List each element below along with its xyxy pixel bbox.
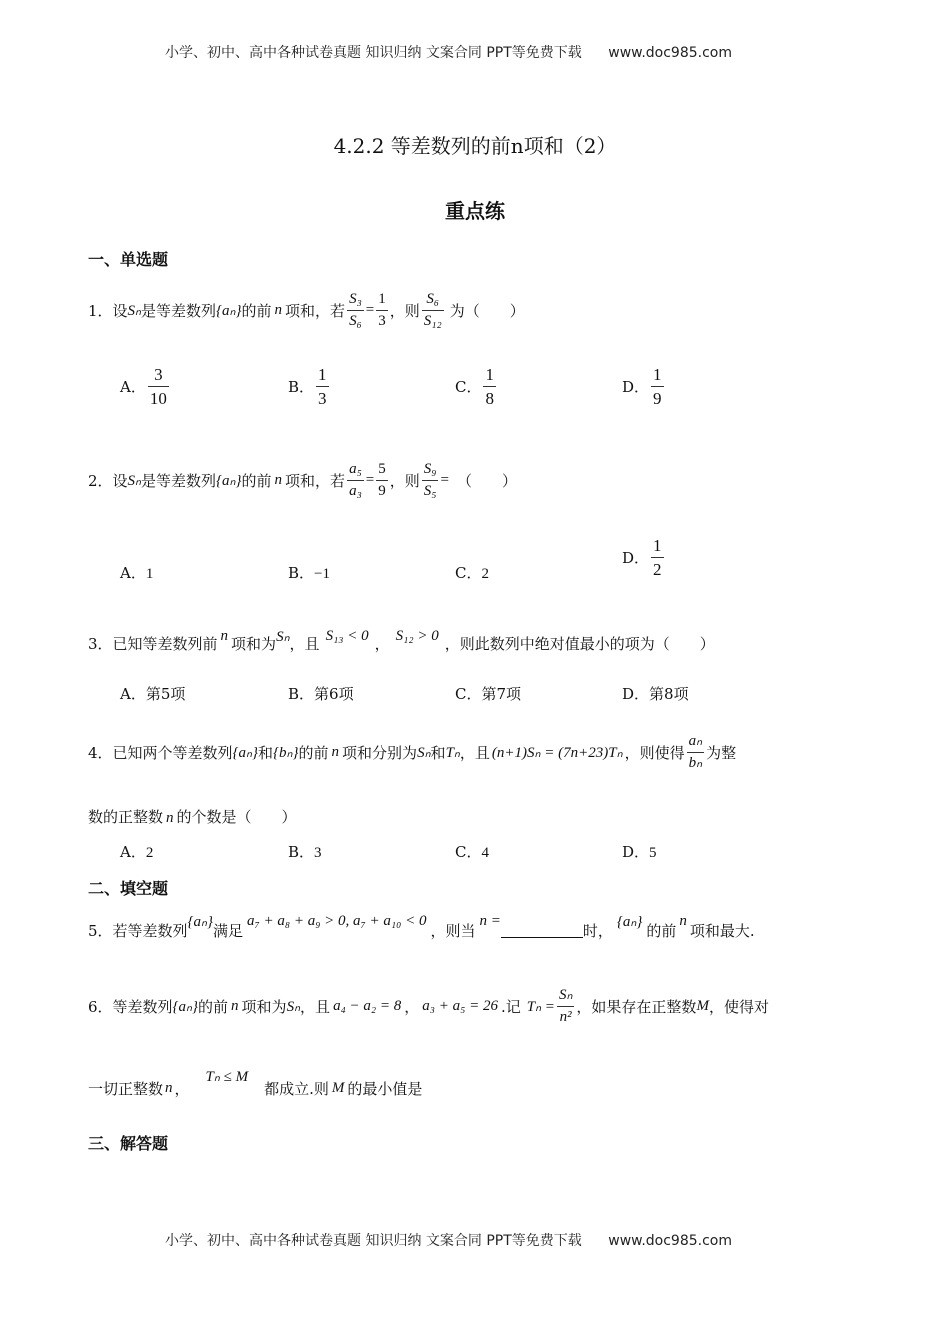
q1-sn: Sₙ: [127, 302, 142, 319]
q6-m: M: [696, 997, 709, 1014]
q5-text-c: ，则当: [430, 921, 476, 940]
q3-text-a: 3．已知等差数列前: [88, 634, 218, 653]
q1-text-c: 的前: [241, 301, 272, 320]
q2-fraction-5-9: $\frac{5}{9}$: [378, 460, 386, 499]
header-promo: 小学、初中、高中各种试卷真题 知识归纳 文案合同 PPT等免费下载: [165, 45, 582, 61]
q6-text-c: 项和为: [241, 997, 287, 1016]
section-heading-fill-blank: 二、填空题: [88, 879, 169, 898]
q4-option-a[interactable]: A．2: [120, 843, 154, 861]
header-url[interactable]: www.doc985.com: [608, 45, 732, 61]
q2-text-b: 是等差数列: [141, 471, 217, 490]
q4-sn: Sₙ: [417, 744, 431, 761]
q2-equals-2: =: [440, 471, 449, 488]
q2-an: {aₙ}: [216, 472, 242, 489]
q5-an: {aₙ}: [187, 913, 214, 930]
q1-option-d[interactable]: D． $\frac{1}{9}$: [622, 365, 662, 408]
q1-option-a[interactable]: A． $\frac{3}{10}$: [120, 365, 167, 408]
q3-option-b[interactable]: B．第6项: [288, 685, 354, 703]
q5-text-b: 满足: [213, 921, 244, 940]
q2-option-a[interactable]: A．1: [120, 564, 154, 582]
q2-text-a: 2．设: [88, 471, 128, 490]
q1-equals: =: [365, 301, 375, 318]
q5-n: n: [679, 912, 687, 929]
q5-answer-blank[interactable]: [501, 923, 583, 938]
q5-text-d: 时，: [582, 921, 613, 940]
question-4-line-2: 数的正整数 n 的个数是（ ）: [88, 808, 297, 826]
q3-text-d: ，则此数列中绝对值最小的项为（ ）: [444, 634, 715, 653]
q2-option-c[interactable]: C．2: [455, 564, 489, 582]
footer-text: [165, 1230, 732, 1250]
q1-text-a: 1．设: [88, 301, 128, 320]
question-3-stem: [88, 624, 715, 662]
q2-option-b[interactable]: B．−1: [288, 564, 330, 582]
q2-sn: Sₙ: [127, 472, 142, 489]
q6-text-a: 6．等差数列: [88, 997, 173, 1016]
q4-fraction-an-bn: $\frac{\text{aₙ}}{\text{bₙ}}$: [688, 732, 703, 771]
q2-text-d: 项和，若: [285, 471, 346, 490]
q3-condition-s12: S₁₂ > 0: [395, 627, 439, 644]
q4-text-e: ，则使得: [624, 743, 685, 762]
q4-and: 和: [258, 743, 274, 762]
q6-text-d: ，且: [300, 997, 331, 1016]
q4-text-a: 4．已知两个等差数列: [88, 743, 233, 762]
q6-text-f: ，如果存在正整数: [576, 997, 697, 1016]
q4-text-d: ，且: [459, 743, 490, 762]
q5-text-e: 的前: [646, 921, 677, 940]
q6-tn-equals: Tₙ =: [526, 998, 555, 1015]
q4-option-c[interactable]: C．4: [455, 843, 489, 861]
q4-an: {aₙ}: [232, 744, 259, 761]
q3-text-b: 项和为: [231, 634, 277, 653]
q6-text-g: ，使得对: [708, 997, 769, 1016]
q6-text-b: 的前: [198, 997, 229, 1016]
q6-text-e: .记: [500, 997, 521, 1016]
question-6-stem: [88, 978, 769, 1034]
q1-text-f: 为（ ）: [449, 301, 525, 320]
page-subtitle: 重点练: [445, 199, 505, 223]
q3-option-d[interactable]: D．第8项: [622, 685, 689, 703]
q1-fraction-s6-s12: $\frac{\text{S₆}}{\text{S₁₂}}$: [423, 290, 442, 329]
q5-text-a: 5．若等差数列: [88, 921, 188, 940]
q6-an: {aₙ}: [172, 998, 199, 1015]
question-1-stem: [88, 284, 525, 336]
q1-option-c[interactable]: C． $\frac{1}{8}$: [455, 365, 494, 408]
q6-comma: ，: [404, 997, 420, 1016]
q1-text-b: 是等差数列: [141, 301, 217, 320]
q1-an: {aₙ}: [216, 302, 242, 319]
header-text: [165, 42, 732, 62]
footer-promo: 小学、初中、高中各种试卷真题 知识归纳 文案合同 PPT等免费下载: [165, 1233, 582, 1249]
q4-option-b[interactable]: B．3: [288, 843, 322, 861]
q2-equals: =: [365, 471, 375, 488]
q2-fraction-a5-a3: $\frac{\text{a₅}}{\text{a₃}}$: [349, 460, 362, 499]
q1-text-d: 项和，若: [285, 301, 346, 320]
q5-condition: a₇ + a₈ + a₉ > 0, a₇ + a₁₀ < 0: [247, 912, 427, 929]
q6-condition-2: a₃ + a₅ = 26: [422, 997, 498, 1014]
q6-sn: Sₙ: [286, 998, 301, 1015]
question-6-line-2: 一切正整数 n ， Tₙ ≤ M 都成立.则 M 的最小值是: [88, 1068, 423, 1098]
q5-n-equals: n =: [479, 912, 501, 929]
q5-an-2: {aₙ}: [616, 913, 643, 930]
q2-text-c: 的前: [241, 471, 272, 490]
section-heading-single-choice: 一、单选题: [88, 250, 169, 269]
q2-text-f: （ ）: [456, 471, 517, 490]
q2-n: n: [274, 471, 283, 488]
question-5-stem: [88, 910, 755, 950]
q3-n: n: [220, 627, 229, 644]
q4-tn: Tₙ: [445, 744, 460, 761]
q1-n: n: [274, 301, 283, 318]
q3-condition-s13: S₁₃ < 0: [325, 627, 369, 644]
q4-option-d[interactable]: D．5: [622, 843, 657, 861]
q1-text-e: ，则: [389, 301, 420, 320]
q3-option-c[interactable]: C．第7项: [455, 685, 522, 703]
q1-fraction-one-third: $\frac{1}{3}$: [378, 290, 386, 329]
q3-text-c: ，且: [289, 634, 320, 653]
q2-fraction-s9-s5: $\frac{\text{S₉}}{\text{S₅}}$: [423, 460, 437, 499]
q4-text-f: 为整: [706, 743, 737, 762]
q1-fraction-s3-s6: $\frac{\text{S₃}}{\text{S₆}}$: [349, 290, 362, 329]
q2-text-e: ，则: [389, 471, 420, 490]
q3-option-a[interactable]: A．第5项: [120, 685, 186, 703]
page-title: 4.2.2 等差数列的前n项和（2）: [333, 134, 617, 158]
q3-comma: ，: [374, 634, 390, 653]
q4-equation: (n+1)Sₙ = (7n+23)Tₙ: [491, 744, 623, 761]
q2-option-d[interactable]: D． $\frac{1}{2}$: [622, 536, 662, 579]
q6-condition-1: a₄ − a₂ = 8: [333, 997, 402, 1014]
section-heading-problems: 三、解答题: [88, 1134, 169, 1153]
q1-option-b[interactable]: B． $\frac{1}{3}$: [288, 365, 327, 408]
q4-text-c: 项和分别为: [342, 743, 418, 762]
q5-text-f: 项和最大.: [689, 921, 755, 940]
footer-url[interactable]: www.doc985.com: [608, 1233, 732, 1249]
q4-and-2: 和: [430, 743, 446, 762]
q4-text-b: 的前: [298, 743, 329, 762]
q6-fraction-sn-n2: $\frac{\text{Sₙ}}{\text{n²}}$: [558, 986, 573, 1025]
q6-inequality: Tₙ ≤ M: [205, 1068, 249, 1085]
q4-n: n: [331, 743, 340, 760]
question-2-stem: [88, 452, 517, 508]
q3-sn: Sₙ: [276, 628, 290, 645]
q6-n: n: [231, 997, 239, 1014]
question-4-stem: [88, 720, 736, 784]
q4-bn: {bₙ}: [273, 744, 299, 761]
